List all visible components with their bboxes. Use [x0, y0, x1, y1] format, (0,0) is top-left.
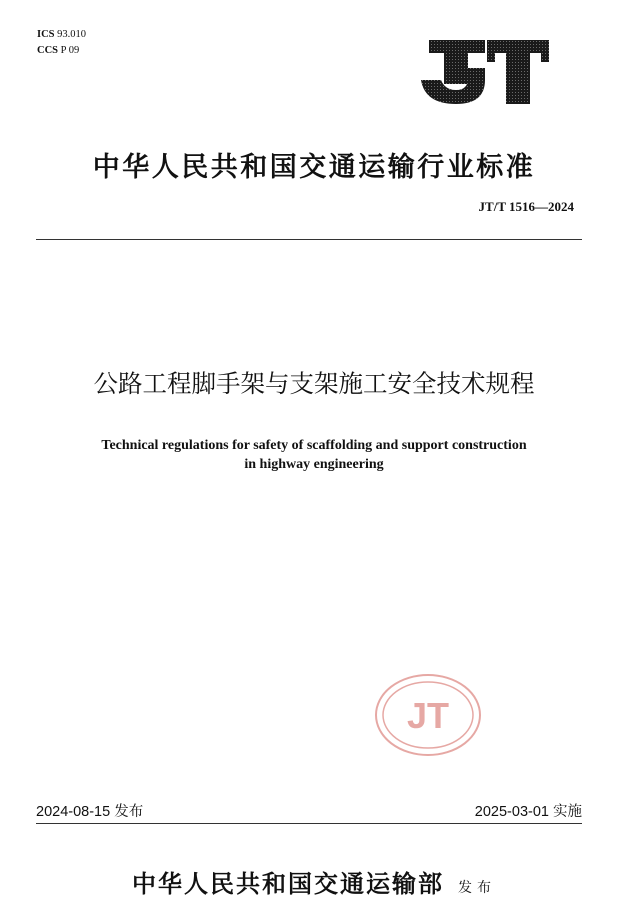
- jt-watermark-seal: [373, 672, 483, 758]
- issuing-authority: [0, 864, 628, 899]
- english-title-line-2: in highway engineering: [244, 457, 384, 472]
- issue-label: 发布: [458, 880, 496, 896]
- implementation-date: 2025-03-01 实施: [474, 804, 582, 820]
- issue-date: 2024-08-15 发布: [36, 804, 144, 820]
- standard-number: JT/T 1516—2024: [478, 199, 574, 214]
- bottom-divider: [36, 823, 582, 824]
- issuer-name: 中华人民共和国交通运输部: [132, 869, 444, 898]
- ccs-code-row: [37, 43, 86, 59]
- english-title-line-1: Technical regulations for safety of scaffolding and support construction: [101, 438, 527, 453]
- top-divider: [36, 239, 582, 240]
- ics-code: 93.010: [57, 29, 87, 40]
- ics-label: ICS: [37, 29, 55, 40]
- watermark-text: JT: [406, 695, 450, 736]
- ccs-label: CCS: [37, 45, 59, 56]
- jt-logo: [419, 38, 551, 104]
- ccs-code: P 09: [60, 45, 80, 56]
- industry-standard-title: 中华人民共和国交通运输行业标准: [92, 152, 536, 183]
- classification-codes: [37, 27, 86, 59]
- document-title-english: [40, 436, 588, 474]
- ics-code-row: [37, 27, 86, 43]
- document-title-chinese: 公路工程脚手架与支架施工安全技术规程: [93, 369, 535, 398]
